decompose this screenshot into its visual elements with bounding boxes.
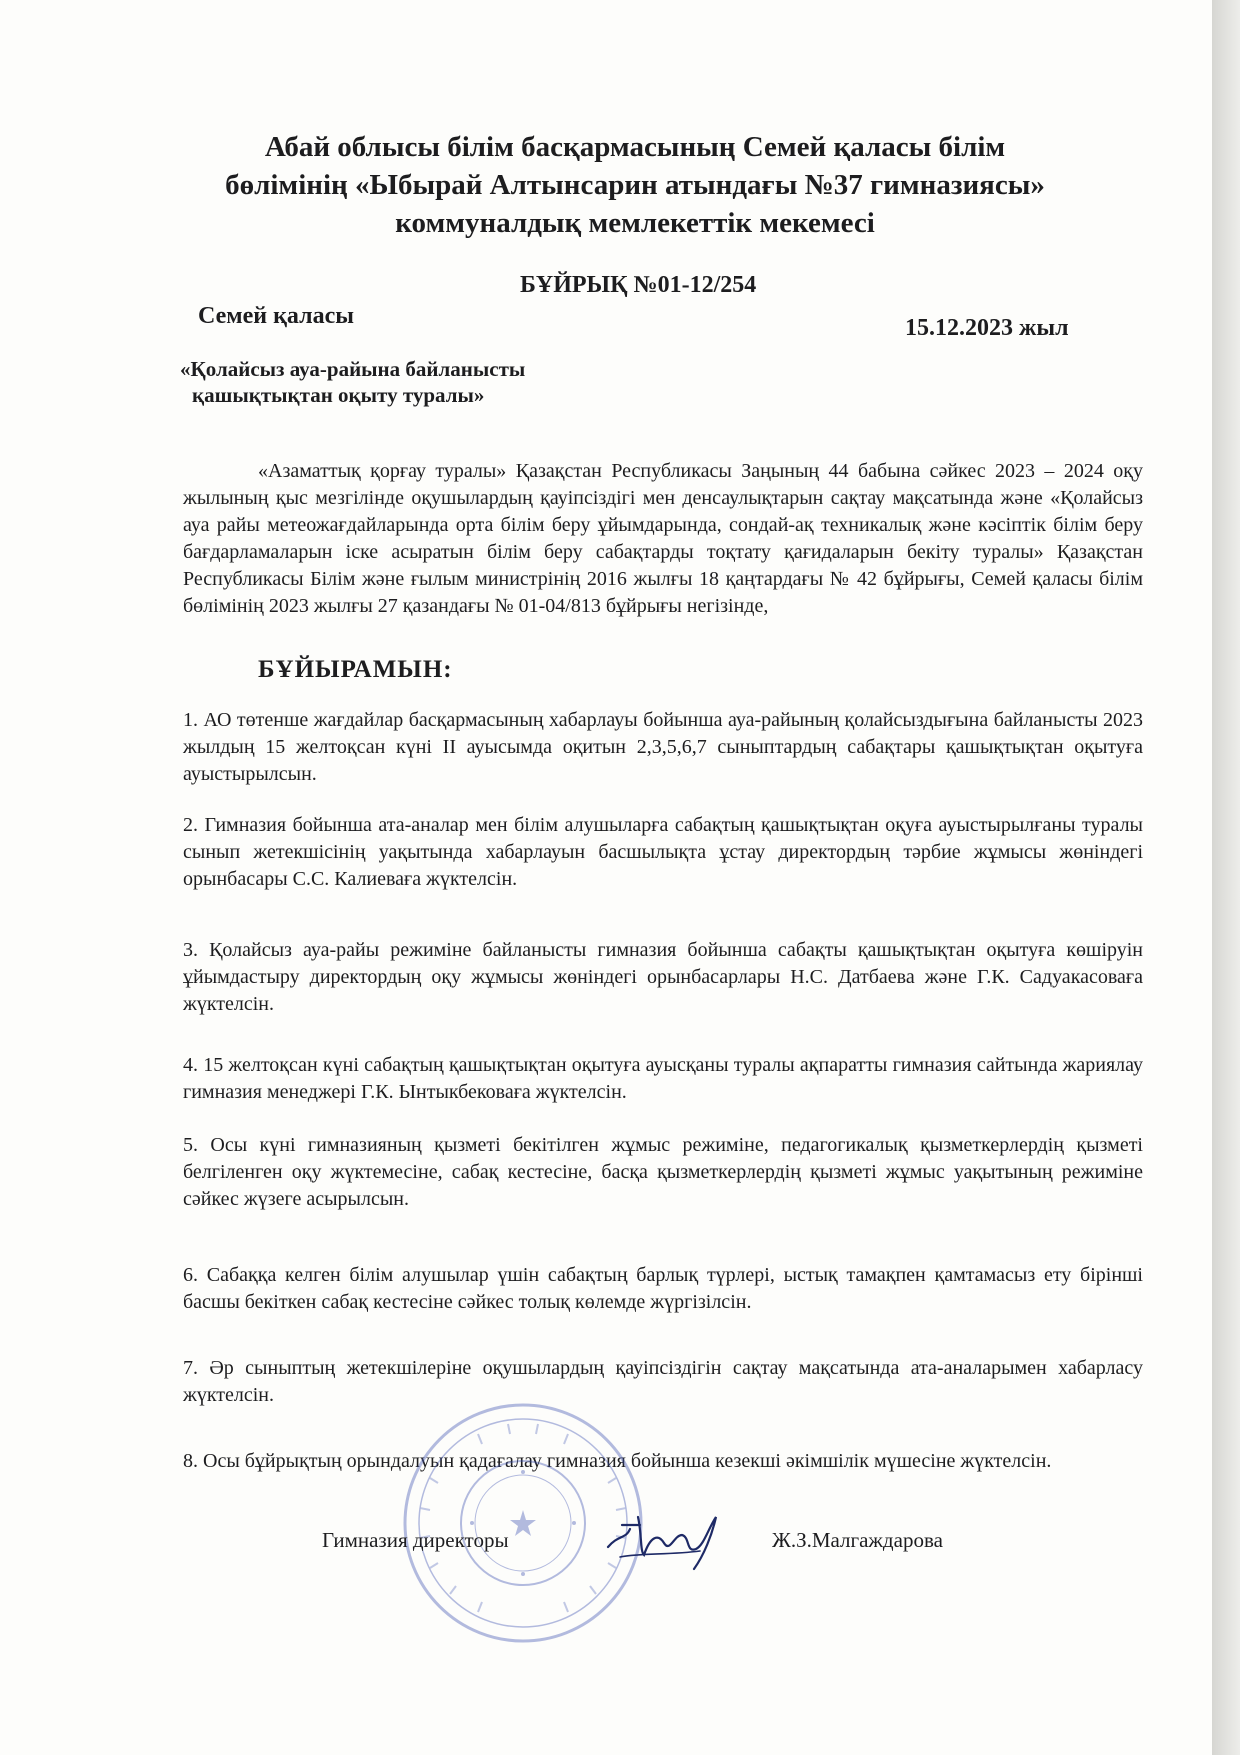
handwritten-signature-icon <box>600 1495 740 1575</box>
order-item-1: 1. АО төтенше жағдайлар басқармасының хабарлауы бойынша ауа-райының қолайсыздығына байланысты 2023 жылдың 15 желтоқсан күні ІІ ауысымда оқитын 2,3,5,6,7 сыныптардың сабақтары қашықтықтан оқытуға ауыстырылсын. <box>183 709 1143 785</box>
header-line-3: коммуналдық мемлекеттік мекемесі <box>395 207 875 239</box>
order-item-3: 3. Қолайсыз ауа-райы режиміне байланысты гимназия бойынша сабақты қашықтықтан оқытуға көшіруін ұйымдастыру директордың оқу жұмысы жөніндегі орынбасарлары Н.С. Датбаева және Г.К. Садуакасоваға жүктелсін. <box>183 939 1143 1015</box>
order-item-7: 7. Әр сыныптың жетекшілеріне оқушылардың қауіпсіздігін сақтау мақсатында ата-аналарымен хабарласу жүктелсін. <box>183 1357 1143 1406</box>
order-subject <box>180 356 525 408</box>
order-item-4: 4. 15 желтоқсан күні сабақтың қашықтықтан оқытуға ауысқаны туралы ақпаратты гимназия сайтында жариялау гимназия менеджері Г.К. Ынтыкбековаға жүктелсін. <box>183 1054 1143 1103</box>
order-item-5: 5. Осы күні гимназияның қызметі бекітілген жұмыс режиміне, педагогикалық қызметкерлердің қызметі белгіленген оқу жүктемесіне, сабақ кестесіне, басқа қызметкерлердің қызметі жұмыс уақытының режиміне сәйкес жүзеге асырылсын. <box>183 1134 1143 1210</box>
header-line-2: бөлімінің «Ыбырай Алтынсарин атындағы №37 гимназиясы» <box>225 169 1045 201</box>
institution-header <box>150 128 1120 242</box>
order-item-6: 6. Сабаққа келген білім алушылар үшін сабақтың барлық түрлері, ыстық тамақпен қамтамасыз ету бірінші басшы бекіткен сабақ кестесіне сәйкес толық көлемде жүргізілсін. <box>183 1264 1143 1313</box>
order-item-8: 8. Осы бұйрықтың орындалуын қадағалау гимназия бойынша кезекші әкімшілік мүшесіне жүктелсін. <box>183 1450 1052 1472</box>
signer-name: Ж.З.Малгаждарова <box>772 1528 943 1552</box>
order-verb: БҰЙЫРАМЫН: <box>258 656 453 683</box>
order-city: Семей қаласы <box>198 303 354 329</box>
order-number: БҰЙРЫҚ №01-12/254 <box>520 272 757 298</box>
order-item-2: 2. Гимназия бойынша ата-аналар мен білім алушыларға сабақтың қашықтықтан оқуға ауыстырылғаны туралы сынып жетекшісінің уақытында хабарлауын басшылықта ұстау директордың тәрбие жұмысы жөніндегі орынбасары С.С. Калиеваға жүктелсін. <box>183 814 1143 890</box>
subject-line-2: қашықтықтан оқыту туралы» <box>192 383 485 407</box>
order-date: 15.12.2023 жыл <box>905 315 1069 341</box>
preamble-paragraph: «Азаматтық қорғау туралы» Қазақстан Республикасы Заңының 44 бабына сәйкес 2023 – 2024 оқу жылының қыс мезгілінде оқушылардың қауіпсіздігі мен денсаулықтарын сақтау мақсатында және «Қолайсыз ауа райы метеожағдайларында орта білім беру ұйымдарында, сондай-ақ техникалық және кәсіптік білім беру бағдарламаларын іске асыратын білім беру сабақтарды тоқтату қағидаларын бекіту туралы» Қазақстан Республикасы Білім және ғылым министрінің 2016 жылғы 18 қаңтардағы № 42 бұйрығы, Семей қаласы білім бөлімінің 2023 жылғы 27 қазандағы № 01-04/813 бұйрығы негізінде, <box>183 460 1143 617</box>
signature-position: Гимназия директоры <box>322 1528 509 1552</box>
subject-line-1: «Қолайсыз ауа-райына байланысты <box>180 357 526 381</box>
header-line-1: Абай облысы білім басқармасының Семей қаласы білім <box>264 131 1006 163</box>
scan-edge <box>1212 0 1240 1755</box>
